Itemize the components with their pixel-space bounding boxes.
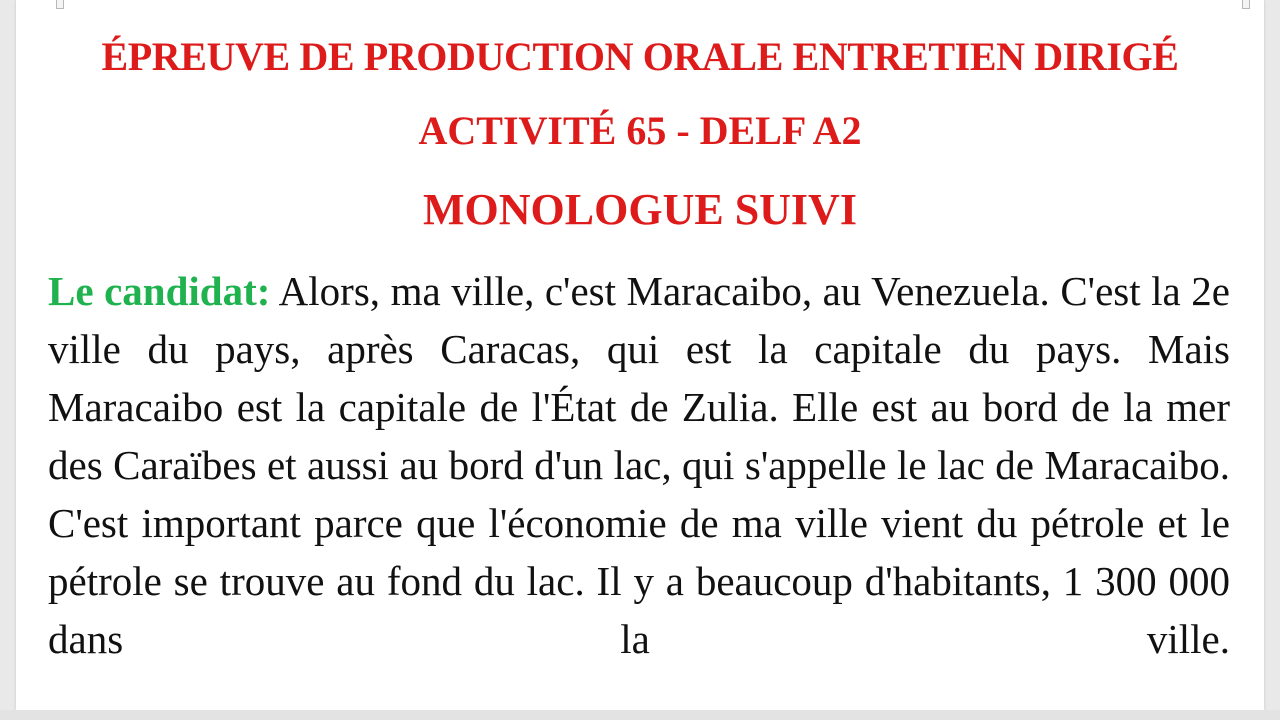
monologue-text: Alors, ma ville, c'est Maracaibo, au Venezuela. C'est la 2e ville du pays, après Caracas, qui est la capitale du pays. Mais Maracaibo est la capitale de l'État de Zulia. Elle est au bord de la mer des Caraïbes et aussi au bord d'un lac, qui s'appelle le lac de Maracaibo. C'est important parce que l'économie de ma ville vient du pétrole et le pétrole se trouve au fond du lac. Il y a beaucoup d'habitants, 1 300 000 dans la ville. (48, 268, 1230, 662)
speaker-label: Le candidat: (48, 268, 271, 314)
page-corner-marker-left (56, 0, 64, 9)
heading-activity: ACTIVITÉ 65 - DELF A2 (418, 108, 862, 153)
heading-section: MONOLOGUE SUIVI (423, 185, 857, 234)
bottom-strip (0, 710, 1280, 720)
monologue-paragraph (48, 262, 1230, 668)
heading-exam-title: ÉPREUVE DE PRODUCTION ORALE ENTRETIEN DIRIGÉ (101, 34, 1179, 79)
page-corner-marker-right (1242, 0, 1250, 9)
